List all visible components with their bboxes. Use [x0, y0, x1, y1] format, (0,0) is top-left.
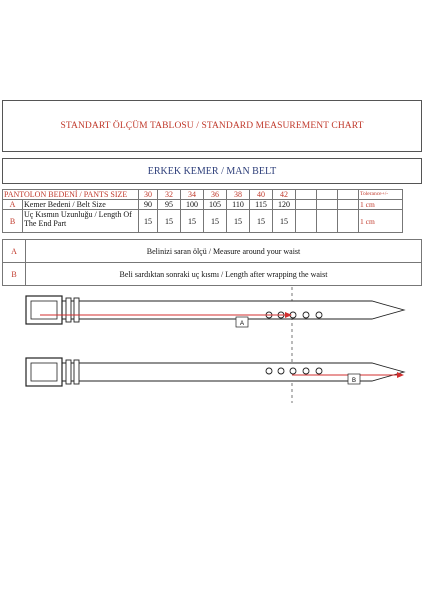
value-cell: 115	[250, 200, 273, 210]
value-cell: 15	[139, 210, 158, 233]
empty-cell	[317, 200, 338, 210]
value-cell: 15	[204, 210, 227, 233]
tolerance-cell: 1 cm	[359, 210, 403, 233]
size-cell: 36	[204, 190, 227, 200]
empty-cell	[296, 210, 317, 233]
row-label: Uç Kısmın Uzunluğu / Length Of The End Part	[23, 210, 139, 233]
belt-hole	[303, 312, 309, 318]
legend-table	[2, 239, 422, 286]
belt-hole	[316, 368, 322, 374]
legend-row	[3, 263, 422, 286]
table-row	[3, 200, 403, 210]
size-cell: 38	[227, 190, 250, 200]
empty-cell	[338, 190, 359, 200]
page-subtitle: ERKEK KEMER / MAN BELT	[147, 165, 277, 177]
empty-cell	[296, 200, 317, 210]
empty-cell	[317, 190, 338, 200]
title-box	[2, 100, 422, 152]
size-cell: 32	[158, 190, 181, 200]
legend-text: Belinizi saran ölçü / Measure around your waist	[26, 240, 422, 263]
empty-cell	[296, 190, 317, 200]
legend-code: A	[3, 240, 26, 263]
value-cell: 95	[158, 200, 181, 210]
value-cell: 15	[158, 210, 181, 233]
belt-a-loop	[74, 298, 79, 322]
size-cell: 40	[250, 190, 273, 200]
belt-a-buckle-inner	[31, 301, 57, 319]
belt-b-loop	[74, 360, 79, 384]
value-cell: 105	[204, 200, 227, 210]
size-header-row	[3, 190, 403, 200]
page-title: STANDART ÖLÇÜM TABLOSU / STANDARD MEASUREMENT CHART	[60, 121, 364, 131]
empty-cell	[338, 210, 359, 233]
value-cell: 15	[250, 210, 273, 233]
row-code: A	[3, 200, 23, 210]
belt-a-loop	[66, 298, 71, 322]
belt-a-strap	[32, 301, 404, 319]
pants-size-header: PANTOLON BEDENİ / PANTS SIZE	[3, 190, 139, 200]
belt-b-loop	[66, 360, 71, 384]
belt-hole	[303, 368, 309, 374]
value-cell: 100	[181, 200, 204, 210]
tolerance-cell: 1 cm	[359, 200, 403, 210]
table-row	[3, 210, 403, 233]
empty-cell	[338, 200, 359, 210]
belt-hole	[316, 312, 322, 318]
size-cell: 30	[139, 190, 158, 200]
value-cell: 15	[181, 210, 204, 233]
belt-b-buckle-inner	[31, 363, 57, 381]
legend-text: Beli sardıktan sonraki uç kısmı / Length after wrapping the waist	[26, 263, 422, 286]
label-b: B	[351, 378, 357, 384]
empty-cell	[317, 210, 338, 233]
row-code: B	[3, 210, 23, 233]
size-cell: 42	[273, 190, 296, 200]
value-cell: 15	[273, 210, 296, 233]
belt-a	[26, 296, 404, 327]
row-label: Kemer Bedeni / Belt Size	[23, 200, 139, 210]
tolerance-header: Tolerance+/-	[359, 190, 403, 200]
belt-b	[26, 358, 404, 386]
value-cell: 90	[139, 200, 158, 210]
belt-hole	[278, 368, 284, 374]
value-cell: 15	[227, 210, 250, 233]
value-cell: 120	[273, 200, 296, 210]
value-cell: 110	[227, 200, 250, 210]
subtitle-box	[2, 158, 422, 184]
size-cell: 34	[181, 190, 204, 200]
belt-diagram	[0, 285, 424, 410]
label-a: A	[239, 321, 245, 327]
legend-code: B	[3, 263, 26, 286]
belt-hole	[266, 368, 272, 374]
legend-row	[3, 240, 422, 263]
belt-hole	[290, 368, 296, 374]
size-table	[2, 189, 403, 233]
